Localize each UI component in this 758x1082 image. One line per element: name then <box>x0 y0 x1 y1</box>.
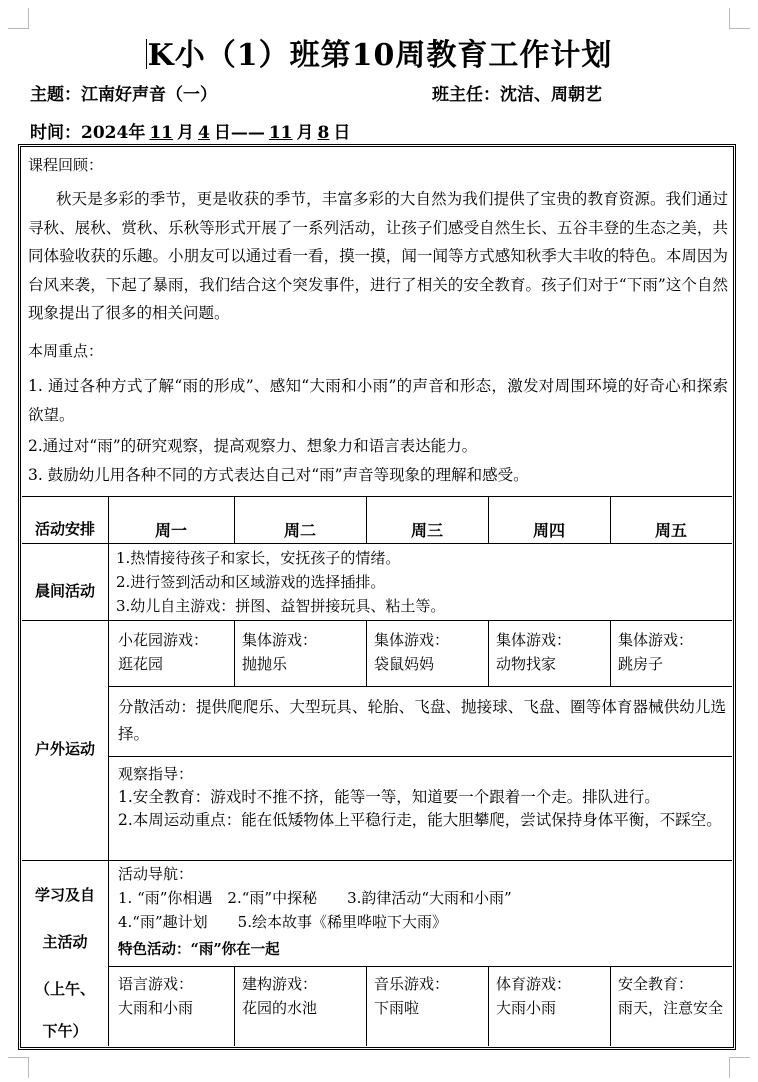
end-month: 11 <box>268 123 293 143</box>
grid-line <box>22 860 732 861</box>
grid-line <box>488 966 489 1046</box>
grid-line <box>22 620 732 621</box>
morning-line-2: 2.进行签到活动和区域游戏的选择插排。 <box>116 573 386 591</box>
day-unit: 日—— <box>213 123 265 143</box>
review-heading: 课程回顾： <box>28 156 104 174</box>
grid-line <box>234 966 235 1046</box>
end-month-unit: 月 <box>296 123 314 143</box>
observe-line-2: 2.本周运动重点：能在低矮物体上平稳行走，能大胆攀爬，尝试保持身体平衡，不踩空。 <box>118 811 722 829</box>
theme-value: 江南好声音（一） <box>81 85 217 105</box>
learning-game-type-4: 体育游戏： <box>496 975 572 993</box>
grid-line <box>610 620 611 686</box>
grid-line <box>488 620 489 686</box>
morning-line-1: 1.热情接待孩子和家长，安抚孩子的情绪。 <box>116 549 401 567</box>
end-day: 8 <box>317 123 330 143</box>
corner-mark <box>8 1057 29 1078</box>
focus-item-2: 2.通过对“雨”的研究观察，提高观察力、想象力和语言表达能力。 <box>28 437 478 455</box>
day-friday: 周五 <box>654 521 687 540</box>
theme-label: 主题： <box>30 85 81 105</box>
grid-line <box>108 686 732 687</box>
learning-game-name-5: 雨天，注意安全 <box>618 999 724 1017</box>
teacher <box>432 80 602 105</box>
start-day: 4 <box>198 123 210 143</box>
grid-line <box>22 496 732 497</box>
morning-label: 晨间活动 <box>34 582 95 600</box>
learning-label-line-1: 学习及自 <box>34 886 95 904</box>
grid-line <box>366 966 367 1046</box>
time-label: 时间： <box>30 123 81 143</box>
outdoor-game-type-4: 集体游戏： <box>496 631 572 649</box>
learning-label-line-4: 下午） <box>42 1022 88 1040</box>
start-month: 11 <box>149 123 173 143</box>
corner-mark <box>729 8 750 29</box>
review-text: 秋天是多彩的季节，更是收获的季节，丰富多彩的大自然为我们提供了宝贵的教育资源。我们通过寻秋、展秋、赏秋、乐秋等形式开展了一系列活动，让孩子们感受自然生长、五谷丰登的生态之美，共同体验收获的乐趣。小朋友可以通过看一看，摸一摸，闻一闻等方式感知秋季大丰收的特色。本周因为台风来袭，下起了暴雨，我们结合这个突发事件，进行了相关的安全教育。孩子们对于“下雨”这个自然现象提出了很多的相关问题。 <box>28 190 728 322</box>
time-range <box>30 118 350 143</box>
focus-heading: 本周重点： <box>28 342 104 360</box>
day-monday: 周一 <box>154 521 187 540</box>
learning-label-line-2: 主活动 <box>42 933 88 951</box>
page-title-text: K小（1）班第10周教育工作计划 <box>147 38 613 73</box>
corner-mark <box>8 8 29 29</box>
outdoor-game-name-2: 抛抛乐 <box>242 655 288 673</box>
observe-line-1: 1.安全教育：游戏时不推不挤，能等一等，知道要一个跟着一个走。排队进行。 <box>118 788 660 806</box>
nav-line-2: 4.“雨”趣计划 5.绘本故事《稀里哗啦下大雨》 <box>118 913 447 931</box>
observe-heading: 观察指导： <box>118 765 194 783</box>
day-wednesday: 周三 <box>410 521 443 540</box>
day-tuesday: 周二 <box>283 521 316 540</box>
learning-game-name-3: 下雨啦 <box>374 999 420 1017</box>
outdoor-game-name-3: 袋鼠妈妈 <box>374 655 435 673</box>
outdoor-game-type-2: 集体游戏： <box>242 631 318 649</box>
grid-line <box>108 756 732 757</box>
learning-game-type-1: 语言游戏： <box>118 975 194 993</box>
focus-item-1: 1. 通过各种方式了解“雨的形成”、感知“大雨和小雨”的声音和形态，激发对周围环境的好奇心和探索欲望。 <box>28 377 728 424</box>
learning-game-type-3: 音乐游戏： <box>374 975 450 993</box>
grid-line <box>366 620 367 686</box>
learning-game-type-2: 建构游戏： <box>242 975 318 993</box>
grid-line <box>108 496 109 1046</box>
year-unit: 年 <box>128 123 146 143</box>
outdoor-game-name-1: 逛花园 <box>118 655 164 673</box>
outdoor-game-name-4: 动物找家 <box>496 655 557 673</box>
special-activity: 特色活动：“雨”你在一起 <box>118 941 280 958</box>
outdoor-scattered: 分散活动：提供爬爬乐、大型玩具、轮胎、飞盘、抛接球、飞盘、圈等体育器械供幼儿选择。 <box>118 698 726 743</box>
focus-item-3: 3. 鼓励幼儿用各种不同的方式表达自己对“雨”声音等现象的理解和感受。 <box>28 466 529 484</box>
text-cursor <box>146 39 147 69</box>
schedule-header-label: 活动安排 <box>34 520 95 538</box>
nav-heading: 活动导航： <box>118 865 194 883</box>
morning-line-3: 3.幼儿自主游戏：拼图、益智拼接玩具、粘土等。 <box>116 597 446 615</box>
page-title <box>0 30 758 74</box>
learning-game-name-1: 大雨和小雨 <box>118 999 194 1017</box>
corner-mark <box>729 1057 750 1078</box>
outdoor-game-type-5: 集体游戏： <box>618 631 694 649</box>
theme <box>30 80 217 105</box>
grid-line <box>610 966 611 1046</box>
grid-line <box>234 620 235 686</box>
month-unit: 月 <box>177 123 194 143</box>
outdoor-game-type-3: 集体游戏： <box>374 631 450 649</box>
learning-game-name-4: 大雨小雨 <box>496 999 557 1017</box>
teacher-label: 班主任： <box>432 85 500 105</box>
outdoor-game-name-5: 跳房子 <box>618 655 664 673</box>
nav-line-1: 1. “雨”你相遇 2.“雨”中探秘 3.韵律活动“大雨和小雨” <box>118 889 512 907</box>
learning-game-type-5: 安全教育： <box>618 975 694 993</box>
grid-line <box>108 966 732 967</box>
day-thursday: 周四 <box>532 521 565 540</box>
grid-line <box>22 543 732 544</box>
year: 2024 <box>81 123 129 143</box>
outdoor-label: 户外运动 <box>34 740 95 758</box>
learning-label-line-3: （上午、 <box>34 980 95 998</box>
teacher-value: 沈洁、周朝艺 <box>500 85 602 105</box>
outdoor-game-type-1: 小花园游戏： <box>118 631 209 649</box>
end-day-unit: 日 <box>333 123 351 143</box>
learning-game-name-2: 花园的水池 <box>242 999 318 1017</box>
